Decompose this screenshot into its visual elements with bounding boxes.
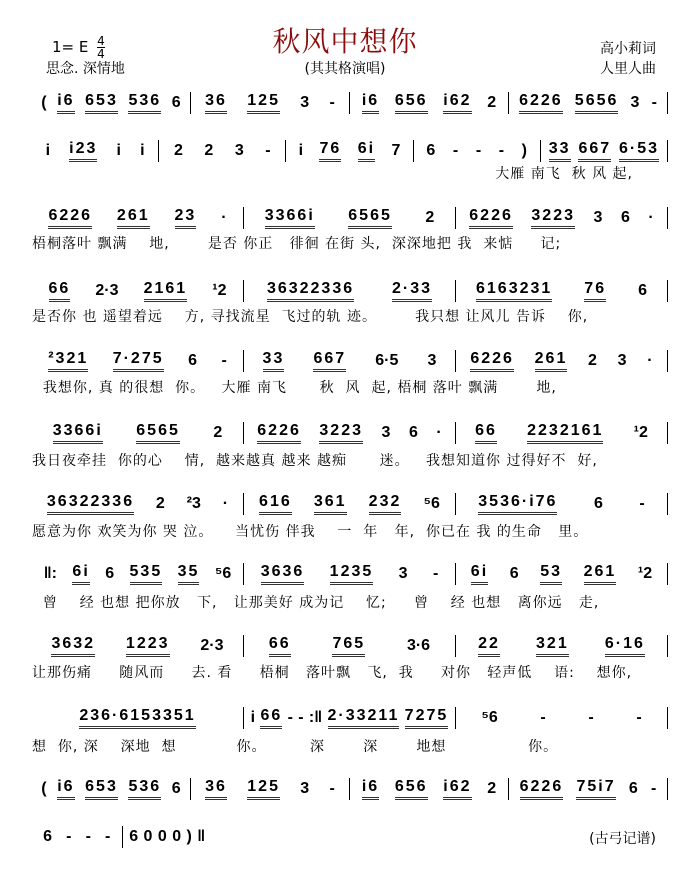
bar-line [667, 635, 668, 657]
note-group: 36322336 [47, 493, 134, 515]
notation-line [32, 280, 668, 302]
note-group: 2·33 [392, 280, 432, 302]
note-group: 261 [535, 350, 568, 372]
note-group: 656 [395, 778, 428, 800]
note-group: 261 [584, 563, 617, 585]
note-group: 653 [85, 92, 118, 114]
note-group: 5656 [575, 92, 619, 114]
measure [456, 709, 667, 727]
lyrics-line: 我想你, 真 的很想 你。 大雁 南飞 秋 风 起, 梧桐 落叶 飘满 地, [32, 380, 557, 396]
note-group: 6 [408, 424, 418, 441]
note-group: 765 [332, 635, 365, 657]
note-group: 7·275 [113, 350, 164, 372]
notation-line [32, 563, 668, 585]
note-group: 2 [487, 94, 497, 111]
note-group: 6·16 [605, 635, 645, 657]
measure [350, 92, 508, 114]
note-group: - [432, 565, 439, 582]
note-group: 6 [129, 828, 139, 845]
note-group: 321 [536, 635, 569, 657]
measure [456, 280, 667, 302]
note-group: 2 [155, 495, 165, 512]
note-group: 6 [620, 209, 630, 226]
note-group: ⁵6 [481, 709, 498, 726]
note-group: 1235 [330, 563, 374, 585]
note-group: 53 [540, 563, 562, 585]
measure [286, 140, 412, 162]
note-group: · [647, 352, 653, 369]
note-group: ( [41, 94, 47, 111]
note-group: ¹2 [633, 424, 648, 441]
note-group: 3 [300, 780, 310, 797]
note-group: ²3 [186, 495, 201, 512]
note-group: 3 [630, 94, 640, 111]
note-group: ( [41, 780, 47, 797]
note-group: - [287, 709, 293, 726]
note-group: ‖: [43, 565, 57, 582]
note-group: 2 [173, 142, 183, 159]
note-group: i [298, 142, 304, 159]
measure [244, 207, 455, 229]
measure [456, 635, 667, 657]
time-top: 4 [97, 34, 105, 48]
notation-line [32, 635, 668, 657]
measure [244, 350, 455, 372]
note-group: - [475, 142, 482, 159]
note-group: 0 [172, 828, 182, 845]
measure [456, 563, 667, 585]
note-group: 1223 [126, 635, 170, 657]
lyricist: 高小莉词 [600, 41, 656, 57]
note-group: 2·3 [200, 637, 224, 654]
note-group: 667 [578, 140, 611, 162]
note-group: 6 [593, 495, 603, 512]
notation-line [32, 140, 668, 162]
note-group: 6226 [469, 207, 513, 229]
measure [244, 493, 455, 515]
note-group: - [540, 709, 546, 726]
measure [414, 142, 540, 160]
bar-line [667, 207, 668, 229]
note-group: 2 [425, 209, 435, 226]
lyrics-line: 大雁 南飞 秋 风 起, [32, 166, 633, 182]
note-group: - [588, 709, 594, 726]
measure [32, 280, 243, 302]
note-group: 6i [72, 563, 89, 585]
note-group: i6 [362, 92, 379, 114]
note-group: 2·3 [95, 282, 119, 299]
note-group: 3536·i76 [478, 493, 557, 515]
note-group: 2232161 [527, 422, 603, 444]
note-group: · [222, 495, 229, 512]
note-group: 66 [269, 635, 291, 657]
note-group: 33 [549, 140, 571, 162]
lyrics-line: 我日夜牵挂 你的心 情, 越来越真 越来 越痴 迷。 我想知道你 过得好不 好, [32, 453, 598, 469]
notation-line [32, 707, 668, 729]
note-group: 3·6 [406, 637, 431, 654]
note-group: 36 [205, 92, 227, 114]
note-group: 3 [398, 565, 408, 582]
note-group: - [498, 142, 505, 159]
measure [191, 778, 349, 800]
note-group: 6 [188, 352, 197, 369]
note-group: ) [521, 142, 527, 159]
note-group: - [651, 780, 657, 797]
note-group: 6226 [470, 350, 514, 372]
measure [32, 92, 190, 114]
transcriber-credit: (古弓记谱) [589, 831, 656, 847]
note-group: 2 [213, 424, 223, 441]
note-group: 36322336 [267, 280, 354, 302]
note-group: 653 [85, 778, 118, 800]
note-group: 6 [638, 282, 647, 299]
note-group: - [636, 709, 642, 726]
lyrics-line: 让那伤痛 随风而 去. 看 梧桐 落叶飘 飞, 我 对你 轻声低 语: 想你, [32, 665, 633, 681]
measure [244, 707, 455, 729]
note-group: i [250, 709, 256, 726]
note-group: ⁵6 [214, 565, 232, 582]
note-group: 6565 [136, 422, 180, 444]
note-group: ⁵6 [423, 495, 440, 512]
bar-line [667, 350, 668, 372]
composer: 人里人曲 [600, 61, 656, 77]
note-group: 3 [617, 352, 627, 369]
note-group: 3636 [261, 563, 305, 585]
note-group: 6i [471, 563, 488, 585]
measure [32, 707, 243, 729]
measure [244, 635, 455, 657]
note-group: - [221, 352, 227, 369]
bar-line [667, 92, 668, 114]
measure [123, 828, 213, 846]
note-group: 3 [427, 352, 437, 369]
measure [456, 207, 667, 229]
note-group: 75i7 [576, 778, 615, 800]
note-group: 2 [487, 780, 497, 797]
note-group: i6 [57, 778, 74, 800]
note-group: · [648, 209, 654, 226]
measure [32, 207, 243, 229]
note-group: :‖ [308, 709, 323, 726]
note-group: 6226 [520, 778, 564, 800]
note-group: 6226 [257, 422, 301, 444]
bar-line [667, 707, 668, 729]
bar-line [667, 280, 668, 302]
note-group: 7275 [405, 707, 449, 729]
note-group: 6 [43, 828, 52, 845]
note-group: i23 [69, 140, 97, 162]
note-group: 2·33211 [328, 707, 400, 729]
note-group: 2161 [144, 280, 188, 302]
note-group: 7 [391, 142, 401, 159]
note-group: - [66, 828, 72, 845]
note-group: 76 [319, 140, 341, 162]
note-group: 2 [588, 352, 597, 369]
note-group: 3223 [531, 207, 575, 229]
measure [32, 635, 243, 657]
singer: (其其格演唱) [304, 61, 386, 77]
note-group: · [436, 424, 442, 441]
note-group: 6163231 [476, 280, 552, 302]
measure [244, 422, 455, 444]
note-group: 0 [157, 828, 167, 845]
measure [32, 778, 190, 800]
bar-line [667, 140, 668, 162]
note-group: 66 [49, 280, 71, 302]
lyrics-line: 想 你, 深 深地 想 你。 深 深 地想 你。 [32, 739, 559, 755]
note-group: 656 [395, 92, 428, 114]
note-group: 261 [117, 207, 150, 229]
note-group: 36 [205, 778, 227, 800]
note-group: 76 [584, 280, 606, 302]
note-group: 3366i [265, 207, 315, 229]
note-group: 2 [204, 142, 214, 159]
notation-line [32, 422, 668, 444]
note-group: · [221, 209, 227, 226]
note-group: 125 [247, 92, 280, 114]
note-group: 6226 [48, 207, 92, 229]
measure [509, 92, 667, 114]
bar-line [667, 778, 668, 800]
notation-line [32, 92, 668, 114]
song-title: 秋风中想你 [272, 25, 418, 58]
note-group: 3 [300, 94, 310, 111]
note-group: 232 [369, 493, 402, 515]
note-group: 6 [509, 565, 519, 582]
key-signature [52, 35, 105, 60]
note-group: - [105, 828, 111, 845]
measure [32, 563, 243, 585]
note-group: 6 [105, 565, 115, 582]
note-group: - [329, 94, 335, 111]
tempo-mood: 思念. 深情地 [46, 61, 125, 77]
measure [244, 280, 455, 302]
note-group: - [265, 142, 271, 159]
bar-line [667, 563, 668, 585]
note-group: 6565 [348, 207, 392, 229]
note-group: 6 [171, 780, 181, 797]
measure [159, 142, 285, 160]
note-group: 616 [259, 493, 292, 515]
note-group: i62 [443, 92, 471, 114]
note-group: 236·6153351 [79, 707, 195, 729]
note-group: 3 [593, 209, 603, 226]
note-group: 23 [175, 207, 197, 229]
note-group: 35 [178, 563, 200, 585]
note-group: 3 [381, 424, 391, 441]
note-group: 22 [478, 635, 500, 657]
measure [350, 778, 508, 800]
lyrics-line: 愿意为你 欢笑为你 哭 泣。 当忧伤 伴我 一 年 年, 你已在 我 的生命 里。 [32, 524, 589, 540]
note-group: 6·53 [619, 140, 659, 162]
note-group: ¹2 [637, 565, 653, 582]
note-group: 6i [358, 140, 375, 162]
note-group: 361 [314, 493, 347, 515]
note-group: 66 [475, 422, 497, 444]
bar-line [667, 422, 668, 444]
note-group: i [45, 142, 51, 159]
note-group: ) [186, 828, 192, 845]
measure [32, 140, 158, 162]
note-group: - [298, 709, 304, 726]
measure [244, 563, 455, 585]
note-group: i6 [57, 92, 74, 114]
note-group: ¹2 [212, 282, 227, 299]
lyrics-line: 是否你 也 遥望着远 方, 寻找流星 飞过的轨 迹。 我只想 让风儿 告诉 你, [32, 309, 589, 325]
notation-line [32, 826, 212, 848]
measure [456, 493, 667, 515]
note-group: i [116, 142, 121, 159]
note-group: 3223 [319, 422, 363, 444]
note-group: i6 [362, 778, 379, 800]
notation-line [32, 350, 668, 372]
measure [32, 828, 122, 846]
note-group: 536 [128, 92, 161, 114]
key-label: 1= E [52, 38, 89, 56]
measure [191, 92, 349, 114]
note-group: 535 [130, 563, 163, 585]
note-group: i62 [443, 778, 471, 800]
lyrics-line: 梧桐落叶 飘满 地, 是否 你正 徘徊 在街 头, 深深地把 我 来惦 记; [32, 236, 562, 252]
note-group: 3632 [51, 635, 95, 657]
measure [32, 422, 243, 444]
note-group: 0 [143, 828, 153, 845]
note-group: 3 [234, 142, 244, 159]
lyrics-line: 曾 经 也想 把你放 下, 让那美好 成为记 忆; 曾 经 也想 离你远 走, [32, 595, 600, 611]
note-group: - [651, 94, 657, 111]
measure [456, 350, 667, 372]
note-group: - [452, 142, 459, 159]
note-group: 3366i [53, 422, 103, 444]
note-group: 125 [247, 778, 280, 800]
bar-line [667, 493, 668, 515]
note-group: - [639, 495, 645, 512]
note-group: 536 [128, 778, 161, 800]
notation-line [32, 493, 668, 515]
note-group: ²321 [48, 350, 88, 372]
time-bottom: 4 [97, 47, 105, 61]
measure [32, 350, 243, 372]
note-group: i [140, 142, 145, 159]
note-group: 66 [260, 707, 282, 729]
note-group: 667 [313, 350, 346, 372]
notation-line [32, 207, 668, 229]
note-group: - [329, 780, 335, 797]
note-group: 6226 [519, 92, 563, 114]
note-group: 6·5 [375, 352, 399, 369]
time-signature [97, 35, 105, 60]
note-group: - [85, 828, 91, 845]
measure [509, 778, 667, 800]
note-group: 33 [263, 350, 285, 372]
note-group: 6 [628, 780, 638, 797]
note-group: ‖ [197, 828, 206, 845]
measure [541, 140, 667, 162]
notation-line [32, 778, 668, 800]
note-group: 6 [171, 94, 181, 111]
measure [32, 493, 243, 515]
measure [456, 422, 667, 444]
note-group: 6 [426, 142, 436, 159]
